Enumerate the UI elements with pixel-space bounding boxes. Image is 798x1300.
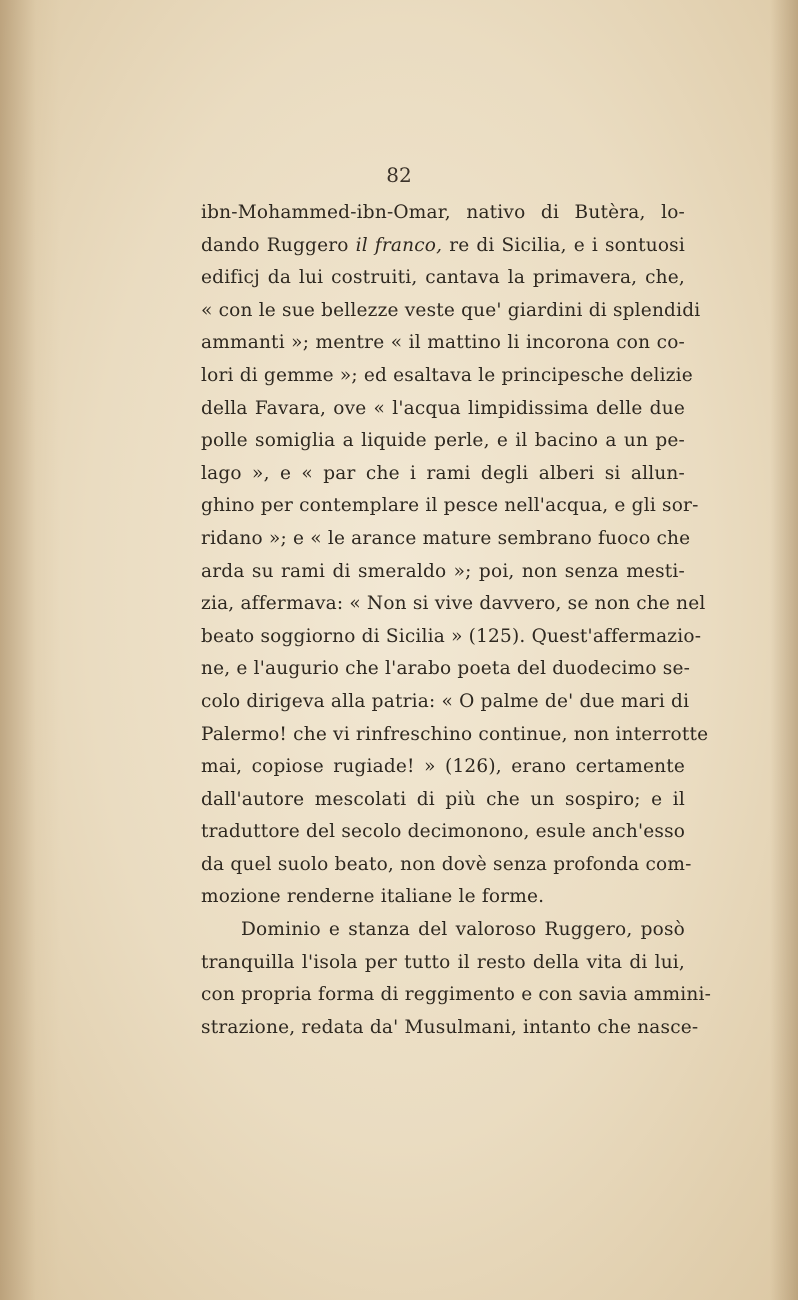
paragraph-start-line: Dominio e stanza del valoroso Ruggero, posò xyxy=(241,919,685,941)
text-line: mai, copiose rugiade! » (126), erano certamente xyxy=(201,756,685,778)
text-line xyxy=(201,230,685,263)
text-line: strazione, redata da' Musulmani, intanto che nasce- xyxy=(201,1016,699,1038)
text-line: ridano »; e « le arance mature sembrano fuoco che xyxy=(201,527,691,549)
paragraph-end-line: mozione renderne italiane le forme. xyxy=(201,886,545,908)
text-run: re di Sicilia, e i sontuosi xyxy=(442,234,685,256)
text-line: traduttore del secolo decimonono, esule anch'esso xyxy=(201,821,686,843)
text-line: ghino per contemplare il pesce nell'acqua, e gli sor- xyxy=(201,495,699,517)
text-line: Palermo! che vi rinfreschino continue, non interrotte xyxy=(201,723,709,745)
text-line: tranquilla l'isola per tutto il resto della vita di lui, xyxy=(201,951,685,973)
text-line: colo dirigeva alla patria: « O palme de' due mari di xyxy=(201,690,690,712)
text-line: beato soggiorno di Sicilia » (125). Quest'affermazio- xyxy=(201,625,702,647)
italic-text: il franco, xyxy=(355,234,443,256)
page-edge-shadow-right xyxy=(770,0,798,1300)
page-edge-shadow-left xyxy=(0,0,60,1300)
text-line: ibn-Mohammed-ibn-Omar, nativo di Butèra, lo- xyxy=(201,202,685,223)
text-line: edificj da lui costruiti, cantava la primavera, che, xyxy=(201,267,685,289)
body-text xyxy=(201,197,712,1044)
text-line: lago », e « par che i rami degli alberi si allun- xyxy=(201,462,685,484)
text-line: « con le sue bellezze veste que' giardini di splendidi xyxy=(201,299,701,321)
text-line: dall'autore mescolati di più che un sospiro; e il xyxy=(201,788,685,810)
page-number: 82 xyxy=(386,163,412,187)
text-line: da quel suolo beato, non dovè senza profonda com- xyxy=(201,853,692,875)
text-run: dando Ruggero xyxy=(201,234,356,256)
text-line: zia, affermava: « Non si vive davvero, se non che nel xyxy=(201,593,706,615)
text-line: ne, e l'augurio che l'arabo poeta del duodecimo se- xyxy=(201,658,691,680)
text-line: arda su rami di smeraldo »; poi, non senza mesti- xyxy=(201,560,685,582)
text-line: lori di gemme »; ed esaltava le principesche delizie xyxy=(201,364,693,386)
text-line: ammanti »; mentre « il mattino li incorona con co- xyxy=(201,332,685,354)
text-line: della Favara, ove « l'acqua limpidissima delle due xyxy=(201,397,685,419)
text-line: polle somiglia a liquide perle, e il bacino a un pe- xyxy=(201,430,685,452)
text-line: con propria forma di reggimento e con savia ammini- xyxy=(201,984,712,1006)
